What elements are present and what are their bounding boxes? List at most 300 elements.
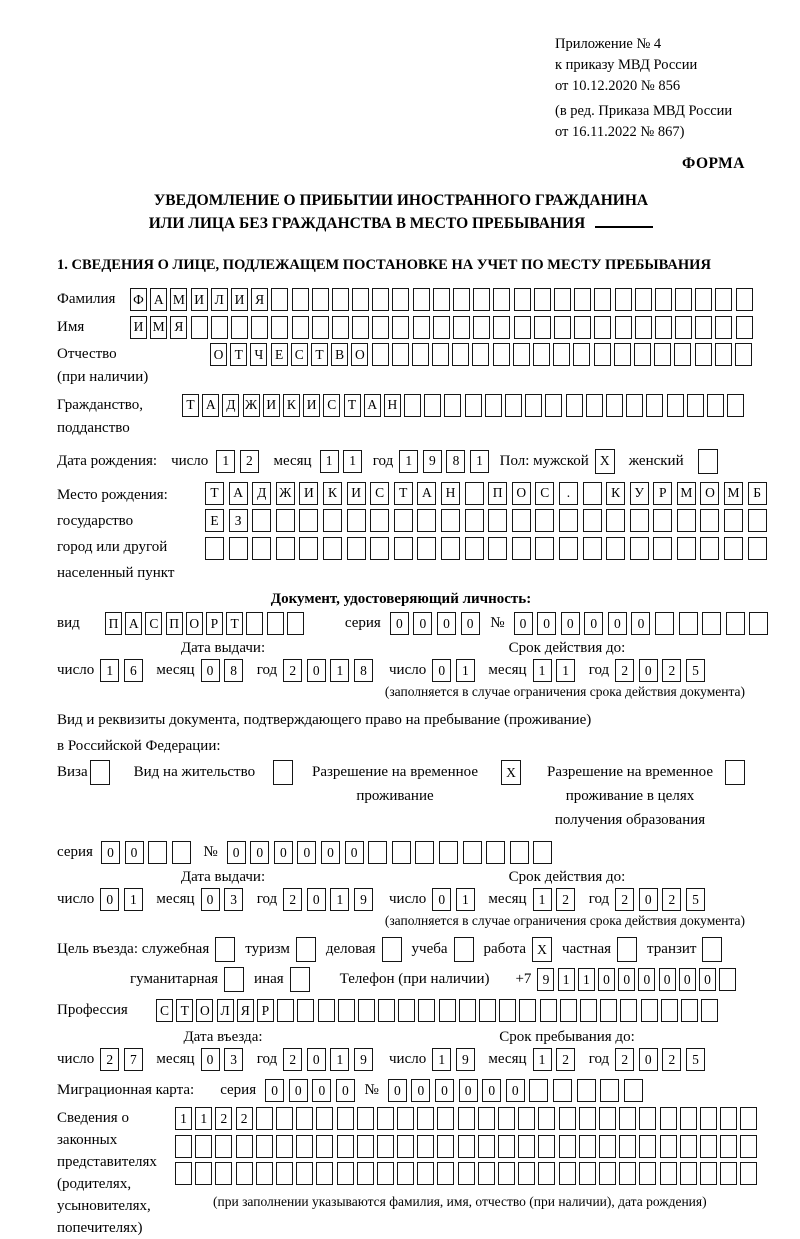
form-cell[interactable]: 1: [343, 450, 362, 473]
form-cell[interactable]: 3: [224, 1048, 243, 1071]
form-cell[interactable]: Ч: [250, 343, 267, 366]
form-cell[interactable]: 1: [330, 659, 349, 682]
form-cell[interactable]: [680, 1107, 697, 1130]
form-cell[interactable]: 0: [312, 1079, 331, 1102]
form-cell[interactable]: [736, 316, 753, 339]
form-cell[interactable]: 0: [388, 1079, 407, 1102]
form-cell[interactable]: 5: [686, 659, 705, 682]
form-cell[interactable]: [392, 841, 411, 864]
form-cell[interactable]: [417, 1162, 434, 1185]
form-cell[interactable]: О: [210, 343, 227, 366]
form-cell[interactable]: [296, 937, 316, 962]
form-cell[interactable]: 0: [699, 968, 716, 991]
form-cell[interactable]: 1: [320, 450, 339, 473]
form-cell[interactable]: Л: [211, 288, 228, 311]
form-cell[interactable]: 0: [514, 612, 533, 635]
form-cell[interactable]: [735, 343, 752, 366]
form-cell[interactable]: О: [512, 482, 531, 505]
form-cell[interactable]: [488, 509, 507, 532]
form-cell[interactable]: Т: [205, 482, 224, 505]
form-cell[interactable]: 2: [236, 1107, 253, 1130]
form-cell[interactable]: [594, 343, 611, 366]
form-cell[interactable]: Т: [311, 343, 328, 366]
form-cell[interactable]: [740, 1107, 757, 1130]
form-cell[interactable]: [432, 343, 449, 366]
form-cell[interactable]: 9: [354, 1048, 373, 1071]
form-cell[interactable]: [580, 999, 597, 1022]
form-cell[interactable]: 0: [307, 888, 326, 911]
form-cell[interactable]: [267, 612, 284, 635]
form-cell[interactable]: [529, 1079, 548, 1102]
form-cell[interactable]: [397, 1162, 414, 1185]
form-cell[interactable]: О: [351, 343, 368, 366]
form-cell[interactable]: [312, 316, 329, 339]
form-cell[interactable]: [318, 999, 335, 1022]
form-cell[interactable]: 8: [446, 450, 465, 473]
form-cell[interactable]: [600, 1079, 619, 1102]
form-cell[interactable]: [441, 509, 460, 532]
form-cell[interactable]: X: [595, 449, 615, 474]
form-cell[interactable]: 0: [618, 968, 635, 991]
form-cell[interactable]: [700, 509, 719, 532]
form-cell[interactable]: 7: [124, 1048, 143, 1071]
form-cell[interactable]: [695, 288, 712, 311]
form-cell[interactable]: [725, 760, 745, 785]
form-cell[interactable]: А: [229, 482, 248, 505]
form-cell[interactable]: [545, 394, 562, 417]
form-cell[interactable]: [639, 1107, 656, 1130]
form-cell[interactable]: 0: [227, 841, 246, 864]
form-cell[interactable]: [573, 343, 590, 366]
form-cell[interactable]: [338, 999, 355, 1022]
form-cell[interactable]: [559, 509, 578, 532]
form-cell[interactable]: [224, 967, 244, 992]
form-cell[interactable]: [726, 612, 745, 635]
form-cell[interactable]: [465, 509, 484, 532]
form-cell[interactable]: 2: [662, 1048, 681, 1071]
form-cell[interactable]: [382, 937, 402, 962]
form-cell[interactable]: [296, 1107, 313, 1130]
form-cell[interactable]: И: [130, 316, 147, 339]
form-cell[interactable]: 0: [265, 1079, 284, 1102]
form-cell[interactable]: О: [196, 999, 213, 1022]
form-cell[interactable]: 9: [354, 888, 373, 911]
form-cell[interactable]: [215, 937, 235, 962]
form-cell[interactable]: Е: [205, 509, 224, 532]
form-cell[interactable]: [252, 509, 271, 532]
form-cell[interactable]: М: [677, 482, 696, 505]
form-cell[interactable]: Р: [257, 999, 274, 1022]
form-cell[interactable]: [332, 316, 349, 339]
form-cell[interactable]: [377, 1107, 394, 1130]
form-cell[interactable]: 0: [390, 612, 409, 635]
form-cell[interactable]: 0: [639, 1048, 658, 1071]
form-cell[interactable]: [195, 1162, 212, 1185]
form-cell[interactable]: [513, 343, 530, 366]
form-cell[interactable]: [498, 1135, 515, 1158]
form-cell[interactable]: [695, 316, 712, 339]
form-cell[interactable]: [175, 1135, 192, 1158]
form-cell[interactable]: 1: [533, 659, 552, 682]
form-cell[interactable]: [392, 288, 409, 311]
form-cell[interactable]: [297, 999, 314, 1022]
form-cell[interactable]: [172, 841, 191, 864]
form-cell[interactable]: И: [299, 482, 318, 505]
form-cell[interactable]: [299, 509, 318, 532]
form-cell[interactable]: X: [501, 760, 521, 785]
form-cell[interactable]: [606, 537, 625, 560]
form-cell[interactable]: [394, 509, 413, 532]
form-cell[interactable]: [236, 1162, 253, 1185]
form-cell[interactable]: 2: [662, 659, 681, 682]
form-cell[interactable]: [525, 394, 542, 417]
form-cell[interactable]: [653, 537, 672, 560]
form-cell[interactable]: [660, 1162, 677, 1185]
form-cell[interactable]: 1: [533, 888, 552, 911]
form-cell[interactable]: 0: [201, 659, 220, 682]
form-cell[interactable]: [231, 316, 248, 339]
form-cell[interactable]: 0: [432, 659, 451, 682]
form-cell[interactable]: [655, 288, 672, 311]
form-cell[interactable]: 0: [506, 1079, 525, 1102]
form-cell[interactable]: [514, 316, 531, 339]
form-cell[interactable]: 0: [289, 1079, 308, 1102]
form-cell[interactable]: [677, 537, 696, 560]
form-cell[interactable]: [702, 937, 722, 962]
form-cell[interactable]: А: [150, 288, 167, 311]
form-cell[interactable]: [559, 1135, 576, 1158]
form-cell[interactable]: [512, 537, 531, 560]
form-cell[interactable]: П: [105, 612, 122, 635]
form-cell[interactable]: 1: [195, 1107, 212, 1130]
form-cell[interactable]: 1: [399, 450, 418, 473]
form-cell[interactable]: [674, 343, 691, 366]
form-cell[interactable]: 8: [224, 659, 243, 682]
form-cell[interactable]: [660, 1107, 677, 1130]
form-cell[interactable]: 1: [216, 450, 235, 473]
form-cell[interactable]: [534, 316, 551, 339]
form-cell[interactable]: 1: [470, 450, 489, 473]
form-cell[interactable]: П: [166, 612, 183, 635]
form-cell[interactable]: [646, 394, 663, 417]
form-cell[interactable]: [748, 537, 767, 560]
form-cell[interactable]: С: [535, 482, 554, 505]
form-cell[interactable]: Ж: [276, 482, 295, 505]
form-cell[interactable]: [700, 537, 719, 560]
form-cell[interactable]: [357, 1107, 374, 1130]
form-cell[interactable]: [639, 1162, 656, 1185]
form-cell[interactable]: [634, 343, 651, 366]
form-cell[interactable]: [473, 316, 490, 339]
form-cell[interactable]: [404, 394, 421, 417]
form-cell[interactable]: [412, 343, 429, 366]
form-cell[interactable]: С: [291, 343, 308, 366]
form-cell[interactable]: 0: [461, 612, 480, 635]
form-cell[interactable]: [296, 1162, 313, 1185]
form-cell[interactable]: [397, 1135, 414, 1158]
form-cell[interactable]: [372, 288, 389, 311]
form-cell[interactable]: [559, 1162, 576, 1185]
form-cell[interactable]: [574, 316, 591, 339]
form-cell[interactable]: [276, 1107, 293, 1130]
form-cell[interactable]: [370, 509, 389, 532]
form-cell[interactable]: 0: [101, 841, 120, 864]
form-cell[interactable]: [417, 1135, 434, 1158]
form-cell[interactable]: Т: [344, 394, 361, 417]
form-cell[interactable]: Р: [206, 612, 223, 635]
form-cell[interactable]: [465, 482, 484, 505]
form-cell[interactable]: [276, 1135, 293, 1158]
form-cell[interactable]: [538, 1135, 555, 1158]
form-cell[interactable]: 2: [283, 659, 302, 682]
form-cell[interactable]: [437, 1107, 454, 1130]
form-cell[interactable]: И: [231, 288, 248, 311]
form-cell[interactable]: [394, 537, 413, 560]
form-cell[interactable]: С: [145, 612, 162, 635]
form-cell[interactable]: 0: [639, 659, 658, 682]
form-cell[interactable]: [724, 537, 743, 560]
form-cell[interactable]: [498, 1107, 515, 1130]
form-cell[interactable]: [316, 1162, 333, 1185]
form-cell[interactable]: [653, 509, 672, 532]
form-cell[interactable]: [368, 841, 387, 864]
form-cell[interactable]: Я: [170, 316, 187, 339]
form-cell[interactable]: [472, 343, 489, 366]
form-cell[interactable]: [271, 288, 288, 311]
form-cell[interactable]: [377, 1162, 394, 1185]
form-cell[interactable]: [337, 1107, 354, 1130]
form-cell[interactable]: [488, 537, 507, 560]
form-cell[interactable]: [510, 841, 529, 864]
form-cell[interactable]: Р: [653, 482, 672, 505]
form-cell[interactable]: [454, 937, 474, 962]
form-cell[interactable]: [553, 343, 570, 366]
form-cell[interactable]: [720, 1135, 737, 1158]
form-cell[interactable]: М: [724, 482, 743, 505]
form-cell[interactable]: [600, 999, 617, 1022]
form-cell[interactable]: [352, 288, 369, 311]
form-cell[interactable]: [514, 288, 531, 311]
form-cell[interactable]: 2: [215, 1107, 232, 1130]
form-cell[interactable]: К: [283, 394, 300, 417]
form-cell[interactable]: [458, 1135, 475, 1158]
form-cell[interactable]: [316, 1107, 333, 1130]
form-cell[interactable]: А: [202, 394, 219, 417]
form-cell[interactable]: [256, 1162, 273, 1185]
form-cell[interactable]: [437, 1162, 454, 1185]
form-cell[interactable]: [433, 288, 450, 311]
form-cell[interactable]: [191, 316, 208, 339]
form-cell[interactable]: 0: [435, 1079, 454, 1102]
form-cell[interactable]: [444, 394, 461, 417]
form-cell[interactable]: [236, 1135, 253, 1158]
form-cell[interactable]: [377, 1135, 394, 1158]
form-cell[interactable]: 1: [330, 1048, 349, 1071]
form-cell[interactable]: 0: [201, 1048, 220, 1071]
form-cell[interactable]: [493, 343, 510, 366]
form-cell[interactable]: [619, 1162, 636, 1185]
form-cell[interactable]: [579, 1162, 596, 1185]
form-cell[interactable]: [287, 612, 304, 635]
form-cell[interactable]: X: [532, 937, 552, 962]
form-cell[interactable]: [554, 288, 571, 311]
form-cell[interactable]: [277, 999, 294, 1022]
form-cell[interactable]: [256, 1135, 273, 1158]
form-cell[interactable]: [594, 316, 611, 339]
form-cell[interactable]: [358, 999, 375, 1022]
form-cell[interactable]: [566, 394, 583, 417]
form-cell[interactable]: 0: [638, 968, 655, 991]
form-cell[interactable]: [533, 841, 552, 864]
form-cell[interactable]: [535, 537, 554, 560]
form-cell[interactable]: 2: [615, 888, 634, 911]
form-cell[interactable]: [624, 1079, 643, 1102]
form-cell[interactable]: [620, 999, 637, 1022]
form-cell[interactable]: [700, 1107, 717, 1130]
form-cell[interactable]: [433, 316, 450, 339]
form-cell[interactable]: [518, 1162, 535, 1185]
form-cell[interactable]: [540, 999, 557, 1022]
form-cell[interactable]: 1: [330, 888, 349, 911]
form-cell[interactable]: [641, 999, 658, 1022]
form-cell[interactable]: [700, 1162, 717, 1185]
form-cell[interactable]: 0: [100, 888, 119, 911]
form-cell[interactable]: 9: [423, 450, 442, 473]
form-cell[interactable]: 2: [100, 1048, 119, 1071]
form-cell[interactable]: 0: [250, 841, 269, 864]
form-cell[interactable]: 1: [558, 968, 575, 991]
form-cell[interactable]: [740, 1135, 757, 1158]
form-cell[interactable]: [675, 316, 692, 339]
form-cell[interactable]: [465, 394, 482, 417]
form-cell[interactable]: 0: [345, 841, 364, 864]
form-cell[interactable]: [661, 999, 678, 1022]
form-cell[interactable]: [594, 288, 611, 311]
form-cell[interactable]: 2: [556, 888, 575, 911]
form-cell[interactable]: [498, 1162, 515, 1185]
form-cell[interactable]: 9: [537, 968, 554, 991]
form-cell[interactable]: 2: [556, 1048, 575, 1071]
form-cell[interactable]: [252, 537, 271, 560]
form-cell[interactable]: [615, 288, 632, 311]
form-cell[interactable]: [415, 841, 434, 864]
form-cell[interactable]: [370, 537, 389, 560]
form-cell[interactable]: И: [263, 394, 280, 417]
form-cell[interactable]: 0: [598, 968, 615, 991]
form-cell[interactable]: О: [186, 612, 203, 635]
form-cell[interactable]: [478, 1107, 495, 1130]
form-cell[interactable]: [478, 1162, 495, 1185]
form-cell[interactable]: [579, 1107, 596, 1130]
form-cell[interactable]: 1: [124, 888, 143, 911]
form-cell[interactable]: 0: [321, 841, 340, 864]
form-cell[interactable]: 0: [584, 612, 603, 635]
form-cell[interactable]: [276, 537, 295, 560]
form-cell[interactable]: З: [229, 509, 248, 532]
form-cell[interactable]: [583, 509, 602, 532]
form-cell[interactable]: 1: [578, 968, 595, 991]
form-cell[interactable]: [205, 537, 224, 560]
form-cell[interactable]: [715, 288, 732, 311]
form-cell[interactable]: 1: [456, 659, 475, 682]
form-cell[interactable]: [479, 999, 496, 1022]
form-cell[interactable]: Т: [226, 612, 243, 635]
form-cell[interactable]: Я: [251, 288, 268, 311]
form-cell[interactable]: 0: [432, 888, 451, 911]
form-cell[interactable]: Т: [230, 343, 247, 366]
form-cell[interactable]: [452, 343, 469, 366]
form-cell[interactable]: [667, 394, 684, 417]
form-cell[interactable]: [681, 999, 698, 1022]
form-cell[interactable]: [473, 288, 490, 311]
form-cell[interactable]: 1: [432, 1048, 451, 1071]
form-cell[interactable]: 5: [686, 1048, 705, 1071]
form-cell[interactable]: 5: [686, 888, 705, 911]
form-cell[interactable]: Т: [394, 482, 413, 505]
form-cell[interactable]: 0: [297, 841, 316, 864]
form-cell[interactable]: [175, 1162, 192, 1185]
form-cell[interactable]: 0: [201, 888, 220, 911]
form-cell[interactable]: [599, 1135, 616, 1158]
form-cell[interactable]: [599, 1162, 616, 1185]
form-cell[interactable]: Я: [237, 999, 254, 1022]
form-cell[interactable]: [574, 288, 591, 311]
form-cell[interactable]: [337, 1135, 354, 1158]
form-cell[interactable]: [560, 999, 577, 1022]
form-cell[interactable]: [292, 288, 309, 311]
form-cell[interactable]: [619, 1135, 636, 1158]
form-cell[interactable]: [372, 343, 389, 366]
form-cell[interactable]: [606, 394, 623, 417]
form-cell[interactable]: [453, 316, 470, 339]
form-cell[interactable]: 1: [533, 1048, 552, 1071]
form-cell[interactable]: [417, 1107, 434, 1130]
form-cell[interactable]: 0: [459, 1079, 478, 1102]
form-cell[interactable]: 2: [240, 450, 259, 473]
form-cell[interactable]: [486, 841, 505, 864]
form-cell[interactable]: 0: [413, 612, 432, 635]
form-cell[interactable]: [749, 612, 768, 635]
form-cell[interactable]: 3: [224, 888, 243, 911]
form-cell[interactable]: [251, 316, 268, 339]
form-cell[interactable]: [654, 343, 671, 366]
form-cell[interactable]: [463, 841, 482, 864]
form-cell[interactable]: [392, 343, 409, 366]
form-cell[interactable]: 2: [283, 1048, 302, 1071]
form-cell[interactable]: Ф: [130, 288, 147, 311]
form-cell[interactable]: [352, 316, 369, 339]
form-cell[interactable]: [417, 509, 436, 532]
form-cell[interactable]: Ж: [243, 394, 260, 417]
form-cell[interactable]: 0: [307, 659, 326, 682]
form-cell[interactable]: [583, 537, 602, 560]
form-cell[interactable]: [639, 1135, 656, 1158]
form-cell[interactable]: [392, 316, 409, 339]
form-cell[interactable]: [538, 1162, 555, 1185]
form-cell[interactable]: [630, 537, 649, 560]
form-cell[interactable]: [534, 288, 551, 311]
form-cell[interactable]: 0: [659, 968, 676, 991]
form-cell[interactable]: [493, 316, 510, 339]
form-cell[interactable]: [724, 509, 743, 532]
form-cell[interactable]: [619, 1107, 636, 1130]
form-cell[interactable]: 0: [411, 1079, 430, 1102]
form-cell[interactable]: [701, 999, 718, 1022]
form-cell[interactable]: .: [559, 482, 578, 505]
form-cell[interactable]: С: [156, 999, 173, 1022]
form-cell[interactable]: Л: [217, 999, 234, 1022]
form-cell[interactable]: 0: [125, 841, 144, 864]
